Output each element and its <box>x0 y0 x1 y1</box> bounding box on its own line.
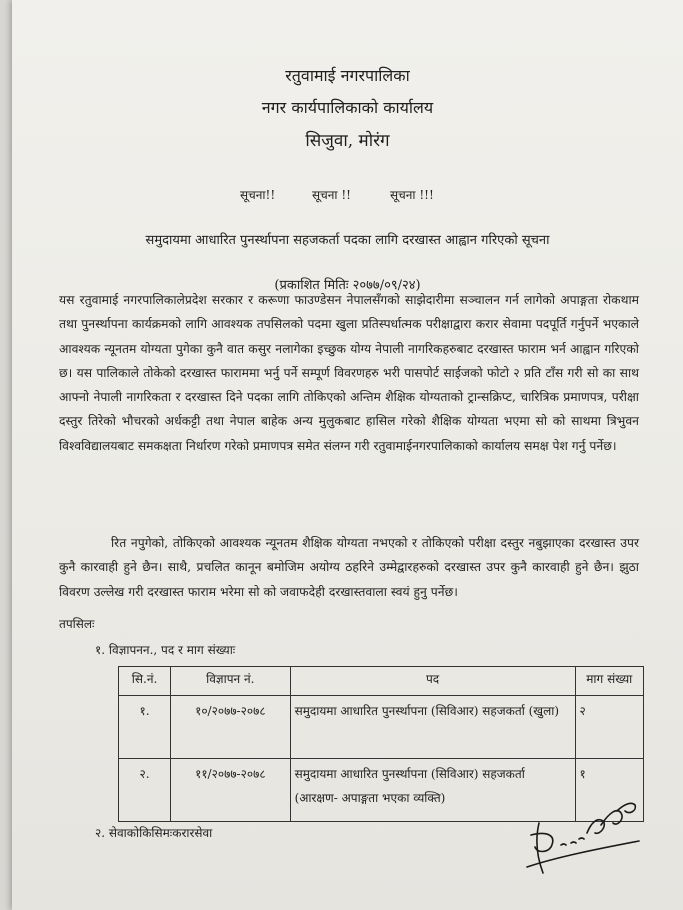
handwritten-signature <box>517 795 647 880</box>
details-heading: तपसिलः <box>59 617 95 631</box>
notice-label-1: सूचना!! <box>240 188 276 202</box>
notice-label-2: सूचना !! <box>312 188 351 202</box>
cell-adv-no: १०/२०७७-२०७८ <box>171 696 291 759</box>
notice-subject: समुदायमा आधारित पुनर्स्थापना सहजकर्ता पदका लागि दरखास्त आह्वान गरिएको सूचना <box>145 233 550 248</box>
municipality-name: रतुवामाई नगरपालिका <box>285 66 410 85</box>
cell-post: समुदायमा आधारित पुनर्स्थापना (सिविआर) सहजकर्ता (खुला) <box>290 696 575 759</box>
paragraph-2-text: रित नपुगेको, तोकिएको आवश्यक न्यूनतम शैक्षिक योग्यता नभएको र तोकिएको परीक्षा दस्तुर नबुझाएका दरखास्त उपर कुनै कारवाही हुने छैन। साथै, प्रचलित कानून बमोजिम अयोग्य ठहरिने उम्मेद्वारहरुको दरखास्त उपर कुनै कारवाही हुने छैन। झुठा विवरण उल्लेख गरी दरखास्त फाराम भरेमा सो को जवाफदेही दरखास्तवाला स्वयं हुनु पर्नेछ। <box>59 536 639 599</box>
table-header-row <box>119 667 644 696</box>
paragraph-2 <box>59 531 639 604</box>
notice-document <box>12 0 683 910</box>
item-1-heading: १. विज्ञापनन., पद र माग संख्याः <box>95 643 236 657</box>
cell-sn: १. <box>119 696 171 759</box>
cell-sn: २. <box>119 759 171 822</box>
cell-count: १ <box>575 759 643 822</box>
cell-post: समुदायमा आधारित पुनर्स्थापना (सिविआर) सहजकर्ता (आरक्षण- अपाङ्गता भएका व्यक्ति) <box>290 759 575 822</box>
table-row <box>119 696 644 759</box>
cell-adv-no: ११/२०७७-२०७८ <box>171 759 291 822</box>
paragraph-1: यस रतुवामाई नगरपालिकालेप्रदेश सरकार र करूणा फाउण्डेसन नेपालसँगको साझेदारीमा सञ्चालन गर्न लागेको अपाङ्गता रोकथाम तथा पुनर्स्थापना कार्यक्रमको लागि आवश्यक तपसिलको पदमा खुला प्रतिस्पर्धात्मक परीक्षाद्वारा करार सेवामा पदपूर्ति गर्नुपर्ने भएकाले आवश्यक न्यूनतम योग्यता पुगेका कुनै वात कसुर नलागेका इच्छुक योग्य नेपाली नागरिकहरुबाट दरखास्त फाराम भर्न आह्वान गरिएको छ। यस पालिकाले तोकेको दरखास्त फाराममा भर्नु पर्ने सम्पूर्ण विवरणहरु भरी पासपोर्ट साईजको फोटो २ प्रति टाँस गरी सो का साथ आफ्नो नेपाली नागरिकता र दरखास्त दिने पदका लागि तोकिएको अन्तिम शैक्षिक योग्यताको ट्रान्सक्रिप्ट, चारित्रिक प्रमाणपत्र, परीक्षा दस्तुर तिरेको भौचरको अर्धकट्टी तथा नेपाल बाहेक अन्य मुलुकबाट हासिल गरेको शैक्षिक योग्यता भएमा सो को साथमा त्रिभुवन विश्वविद्यालयबाट समकक्षता निर्धारण गरेको प्रमाणपत्र समेत संलग्न गरी रतुवामाईनगरपालिकाको कार्यालय समक्ष पेश गर्नु पर्नेछ। <box>59 293 639 453</box>
header-post: पद <box>290 667 575 696</box>
office-name: नगर कार्यपालिकाको कार्यालय <box>261 98 434 117</box>
published-date: (प्रकाशित मितिः २०७७/०९/२४) <box>274 278 421 293</box>
cell-count: २ <box>575 696 643 759</box>
item-2-service-type: २. सेवाकोकिसिमःकरारसेवा <box>95 826 213 840</box>
header-adv-no: विज्ञापन नं. <box>171 667 291 696</box>
office-location: सिजुवा, मोरंग <box>305 131 390 151</box>
header-sn: सि.नं. <box>119 667 171 696</box>
notice-label-3: सूचना !!! <box>390 188 434 202</box>
header-count: माग संख्या <box>575 667 643 696</box>
